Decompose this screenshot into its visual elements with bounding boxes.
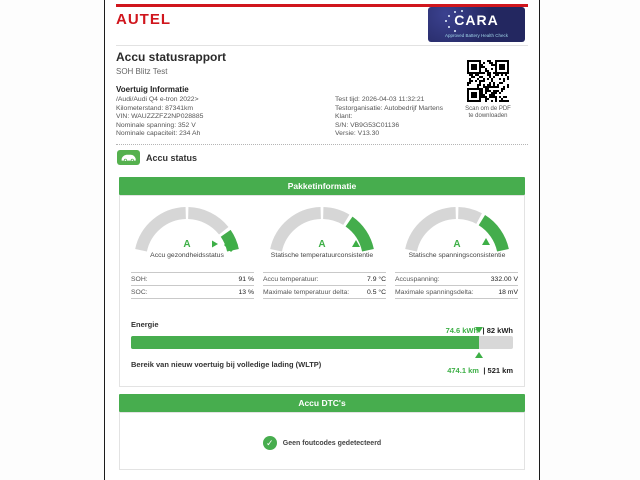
gauge-label: Statische temperatuurconsistentie — [270, 252, 374, 259]
qr-caption: Scan om de PDF te downloaden — [465, 106, 511, 119]
soh-soc-table — [131, 272, 254, 299]
report-title: Accu statusrapport — [116, 50, 227, 64]
gauge-label: Accu gezondheidsstatus — [150, 252, 224, 259]
energy-current: 74.6 kWh — [445, 326, 479, 335]
car-battery-icon — [117, 150, 140, 165]
table-row: SOH: 91 % — [131, 273, 254, 286]
section-divider — [116, 144, 528, 145]
gauge-voltage-consistency — [389, 204, 525, 266]
customer: Klant: — [335, 113, 353, 121]
gauge-grade: A — [318, 239, 326, 250]
odometer: Kilometerstand: 87341km — [116, 104, 194, 112]
section-title: Accu status — [146, 153, 198, 163]
voltage-table — [395, 272, 518, 299]
check-icon: ✓ — [263, 436, 277, 450]
dtc-header: Accu DTC's — [119, 394, 525, 412]
range-label: Bereik van nieuw voertuig bij volledige lading (WLTP) — [131, 360, 322, 369]
energy-bar — [131, 336, 513, 349]
energy-bar-fill — [131, 336, 479, 349]
test-organisation: Testorganisatie: Autobedrijf Martens — [335, 104, 444, 112]
dtc-message: Geen foutcodes gedetecteerd — [282, 439, 382, 447]
table-row: Maximale spanningsdelta: 18 mV — [395, 286, 518, 299]
energy-max: | 82 kWh — [482, 326, 513, 335]
test-time: Test tijd: 2026-04-03 11:32:21 — [335, 96, 425, 103]
vin: VIN: WAUZZZFZ2NP028885 — [116, 113, 204, 121]
cara-subtitle: Approved Battery Health Check — [444, 33, 509, 39]
vehicle-info-left — [116, 96, 203, 139]
nominal-capacity: Nominale capaciteit: 234 Ah — [116, 130, 201, 138]
qr-code — [467, 60, 509, 102]
serial-number: S/N: VB9G53C01136 — [335, 121, 400, 129]
gauge-grade: A — [453, 239, 461, 250]
range-max: | 521 km — [483, 366, 513, 375]
package-info-header: Pakketinformatie — [119, 177, 525, 195]
gauge-label: Statische spanningsconsistentie — [408, 252, 506, 259]
cara-badge — [428, 7, 525, 42]
range-values — [447, 360, 513, 378]
vehicle-info-right — [335, 96, 443, 139]
table-row: SOC: 13 % — [131, 286, 254, 299]
header-divider — [116, 45, 528, 46]
range-current: 474.1 km — [447, 366, 479, 375]
table-row: Accu temperatuur: 7.9 °C — [263, 273, 386, 286]
cara-title: CARA — [454, 12, 499, 28]
report-subtitle: SOH Blitz Test — [116, 67, 168, 76]
temperature-table — [263, 272, 386, 299]
autel-logo: AUTEL — [116, 11, 171, 28]
vehicle-model: /Audi/Audi Q4 e-tron 2022> — [116, 96, 199, 103]
gauge-grade: A — [183, 239, 191, 250]
cara-star-icon — [454, 30, 456, 32]
table-row: Maximale temperatuur delta: 0.5 °C — [263, 286, 386, 299]
energy-marker-down-icon — [475, 327, 483, 333]
energy-marker-up-icon — [475, 352, 483, 358]
version: Versie: V13.30 — [335, 130, 380, 138]
vehicle-info-heading: Voertuig Informatie — [116, 85, 189, 94]
report-page — [104, 0, 540, 480]
energy-bar-area — [131, 327, 513, 358]
gauge-soh — [119, 204, 255, 266]
nominal-voltage: Nominale spanning: 352 V — [116, 121, 196, 129]
gauge-temperature-consistency — [254, 204, 390, 266]
energy-label: Energie — [131, 320, 159, 329]
table-row: Accuspanning: 332.00 V — [395, 273, 518, 286]
dtc-panel — [119, 412, 525, 470]
